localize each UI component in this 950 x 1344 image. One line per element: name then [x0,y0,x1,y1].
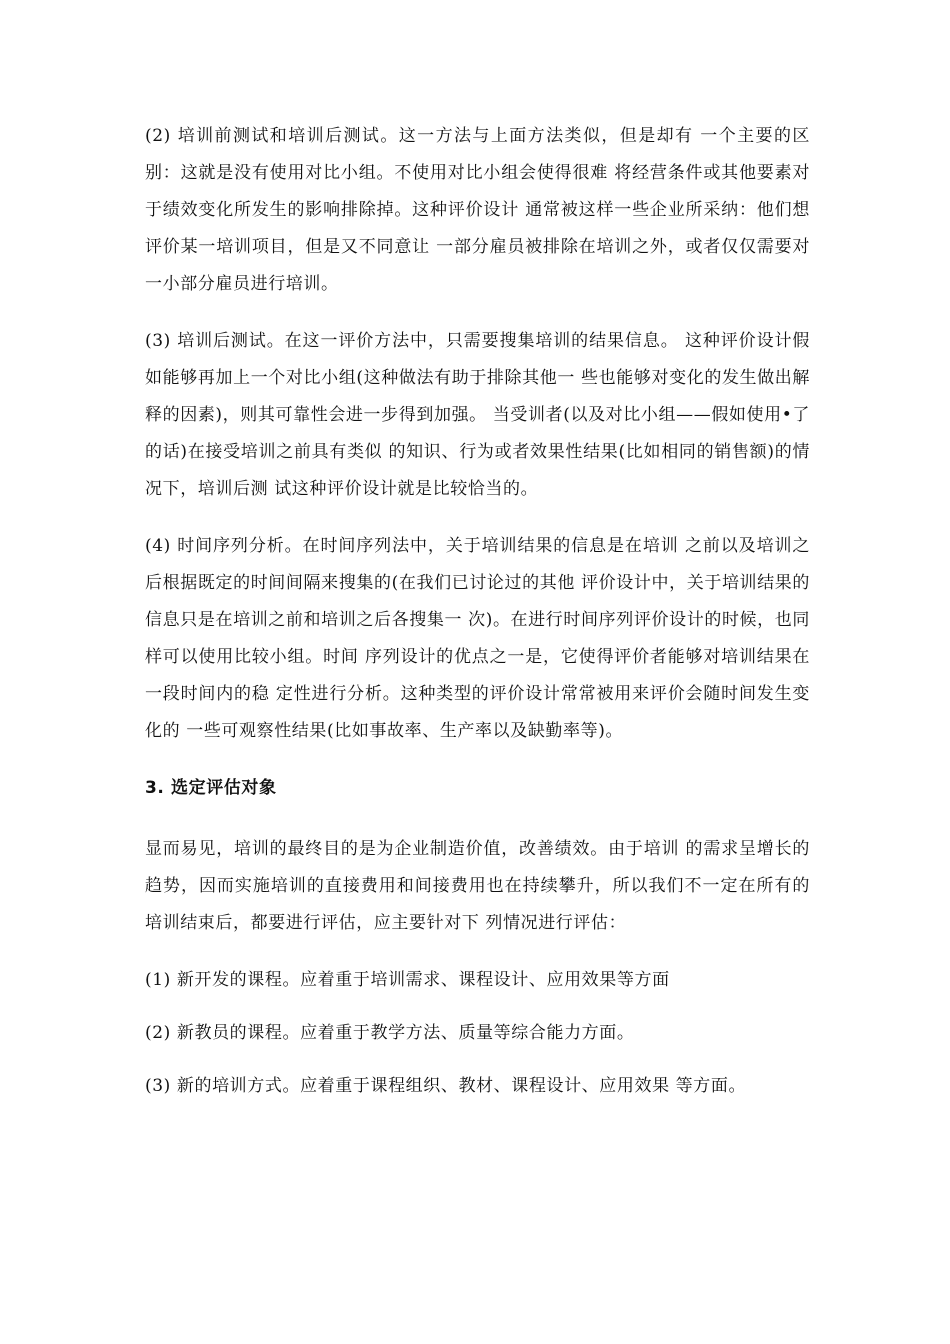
list-item-new-training-method: (3) 新的培训方式。应着重于课程组织、教材、课程设计、应用效果 等方面。 [145,1076,747,1096]
document-body [145,118,810,1121]
list-item-new-instructor: (2) 新教员的课程。应着重于教学方法、质量等综合能力方面。 [145,1023,635,1043]
list-item-new-course: (1) 新开发的课程。应着重于培训需求、课程设计、应用效果等方面 [145,970,670,990]
paragraph-pre-post-test: (2) 培训前测试和培训后测试。这一方法与上面方法类似，但是却有 一个主要的区别：这就是没有使用对比小组。不使用对比小组会使得很难 将经营条件或其他要素对于绩效变化所发生的影响排除掉。这种评价设计 通常被这样一些企业所采纳：他们想评价某一培训项目，但是又不同意让 一部分雇员被排除在培训之外，或者仅仅需要对一小部分雇员进行培训。 [145,126,810,294]
section-intro-paragraph: 显而易见，培训的最终目的是为企业制造价值，改善绩效。由于培训 的需求呈增长的趋势，因而实施培训的直接费用和间接费用也在持续攀升，所以我们不一定在所有的培训结束后，都要进行评估，应主要针对下 列情况进行评估： [145,839,810,933]
section-heading: 3. 选定评估对象 [145,778,277,798]
paragraph-post-test: (3) 培训后测试。在这一评价方法中，只需要搜集培训的结果信息。 这种评价设计假如能够再加上一个对比小组(这种做法有助于排除其他一 些也能够对变化的发生做出解释的因素)，则其可靠性会进一步得到加强。 当受训者(以及对比小组——假如使用•了的话)在接受培训之前具有类似 的知识、行为或者效果性结果(比如相同的销售额)的情况下，培训后测 试这种评价设计就是比较恰当的。 [145,331,810,499]
paragraph-time-series: (4) 时间序列分析。在时间序列法中，关于培训结果的信息是在培训 之前以及培训之后根据既定的时间间隔来搜集的(在我们已讨论过的其他 评价设计中，关于培训结果的信息只是在培训之前和培训之后各搜集一 次)。在进行时间序列评价设计的时候，也同样可以使用比较小组。时间 序列设计的优点之一是，它使得评价者能够对培训结果在一段时间内的稳 定性进行分析。这种类型的评价设计常常被用来评价会随时间发生变化的 一些可观察性结果(比如事故率、生产率以及缺勤率等)。 [145,536,810,741]
